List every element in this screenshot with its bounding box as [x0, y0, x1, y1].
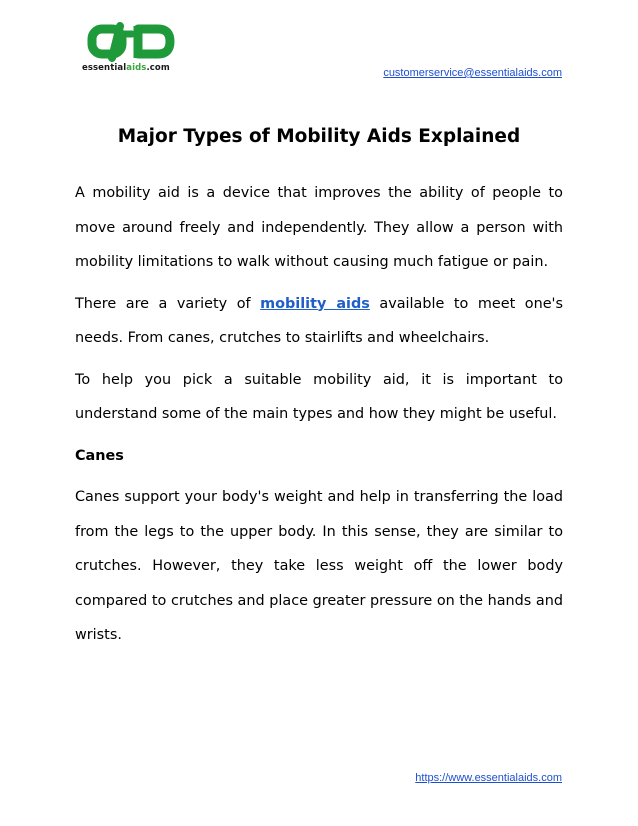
section-heading-canes: Canes — [75, 447, 124, 464]
variety-paragraph: There are a variety of mobility aids available to meet one's needs. From canes, crutches to stairlifts and wheelchairs. — [75, 295, 563, 346]
website-footer-link[interactable]: https://www.essentialaids.com — [415, 772, 562, 784]
essentialaids-logo[interactable] — [82, 22, 186, 80]
mobility-aids-link[interactable]: mobility aids — [260, 295, 370, 312]
customer-service-email-link[interactable]: customerservice@essentialaids.com — [383, 67, 562, 79]
logo-wordmark: essentialaids.com — [82, 63, 170, 73]
guidance-paragraph: To help you pick a suitable mobility aid, it is important to understand some of the main types and how they might be useful. — [75, 371, 563, 422]
article-body — [75, 176, 563, 660]
logo-mark-icon — [82, 22, 186, 62]
canes-paragraph: Canes support your body's weight and help in transferring the load from the legs to the upper body. In this sense, they are similar to crutches. However, they take less weight off the lower body compared to crutches and place greater pressure on the hands and wrists. — [75, 489, 563, 643]
intro-paragraph: A mobility aid is a device that improves the ability of people to move around freely and independently. They allow a person with mobility limitations to walk without causing much fatigue or pain. — [75, 185, 563, 270]
page-title: Major Types of Mobility Aids Explained — [117, 126, 521, 147]
